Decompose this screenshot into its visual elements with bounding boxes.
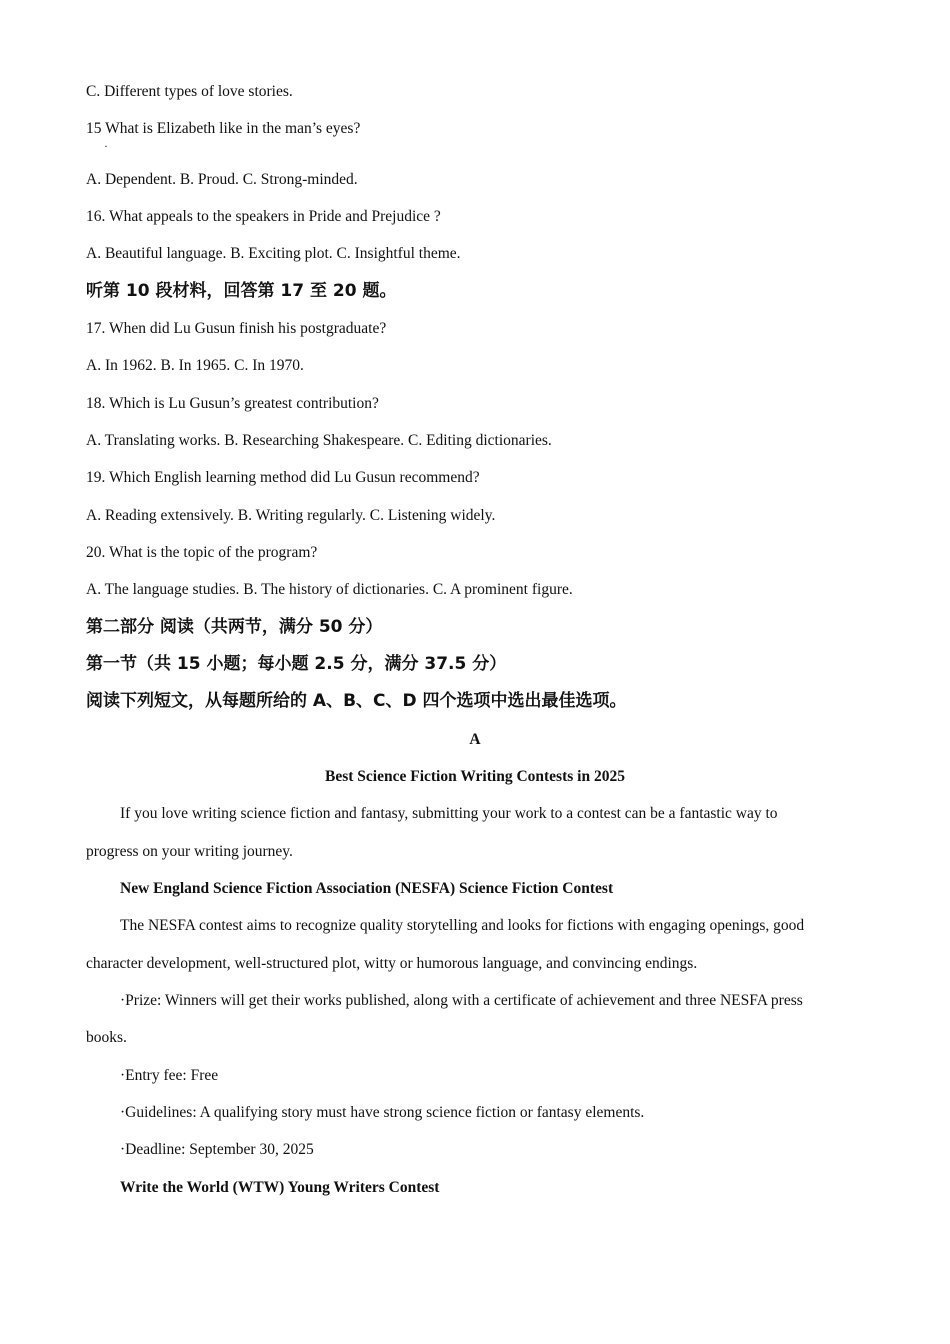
question-19: 19. Which English learning method did Lu Gusun recommend? bbox=[86, 469, 480, 486]
section-one-heading: 第一节（共 15 小题；每小题 2.5 分，满分 37.5 分） bbox=[86, 654, 507, 674]
nesfa-prize-line-1: ·Prize: Winners will get their works published, along with a certificate of achievement and three NESFA press bbox=[120, 992, 803, 1009]
question-17: 17. When did Lu Gusun finish his postgraduate? bbox=[86, 320, 387, 337]
nesfa-entry-fee: ·Entry fee: Free bbox=[120, 1067, 219, 1084]
nesfa-deadline: ·Deadline: September 30, 2025 bbox=[120, 1141, 314, 1158]
options-17: A. In 1962. B. In 1965. C. In 1970. bbox=[86, 357, 304, 374]
contest-heading-wtw: Write the World (WTW) Young Writers Contest bbox=[120, 1179, 440, 1196]
paragraph-intro-line-2: progress on your writing journey. bbox=[86, 843, 293, 860]
nesfa-guidelines: ·Guidelines: A qualifying story must have strong science fiction or fantasy elements. bbox=[120, 1104, 645, 1121]
question-16: 16. What appeals to the speakers in Pride and Prejudice ? bbox=[86, 208, 441, 225]
part-two-heading: 第二部分 阅读（共两节，满分 50 分） bbox=[86, 617, 383, 637]
contest-heading-nesfa: New England Science Fiction Association (NESFA) Science Fiction Contest bbox=[120, 880, 614, 897]
stray-dot: · bbox=[104, 139, 108, 153]
options-19: A. Reading extensively. B. Writing regularly. C. Listening widely. bbox=[86, 507, 496, 524]
passage-letter: A bbox=[469, 731, 481, 748]
options-20: A. The language studies. B. The history of dictionaries. C. A prominent figure. bbox=[86, 581, 573, 598]
options-18: A. Translating works. B. Researching Shakespeare. C. Editing dictionaries. bbox=[86, 432, 552, 449]
section-instruction-10: 听第 10 段材料，回答第 17 至 20 题。 bbox=[86, 281, 397, 301]
option-line-14: C. Different types of love stories. bbox=[86, 83, 293, 100]
nesfa-description-line-2: character development, well-structured plot, witty or humorous language, and convincing endings. bbox=[86, 955, 698, 972]
question-20: 20. What is the topic of the program? bbox=[86, 544, 318, 561]
nesfa-prize-line-2: books. bbox=[86, 1029, 127, 1046]
options-15: A. Dependent. B. Proud. C. Strong-minded. bbox=[86, 171, 358, 188]
nesfa-description-line-1: The NESFA contest aims to recognize quality storytelling and looks for fictions with engaging openings, good bbox=[120, 917, 805, 934]
passage-title: Best Science Fiction Writing Contests in 2025 bbox=[325, 768, 625, 785]
paragraph-intro-line-1: If you love writing science fiction and fantasy, submitting your work to a contest can be a fantastic way to bbox=[120, 805, 778, 822]
reading-instruction: 阅读下列短文，从每题所给的 A、B、C、D 四个选项中选出最佳选项。 bbox=[86, 691, 627, 711]
question-15: 15 What is Elizabeth like in the man’s eyes? bbox=[86, 120, 361, 137]
question-18: 18. Which is Lu Gusun’s greatest contribution? bbox=[86, 395, 379, 412]
options-16: A. Beautiful language. B. Exciting plot. C. Insightful theme. bbox=[86, 245, 461, 262]
